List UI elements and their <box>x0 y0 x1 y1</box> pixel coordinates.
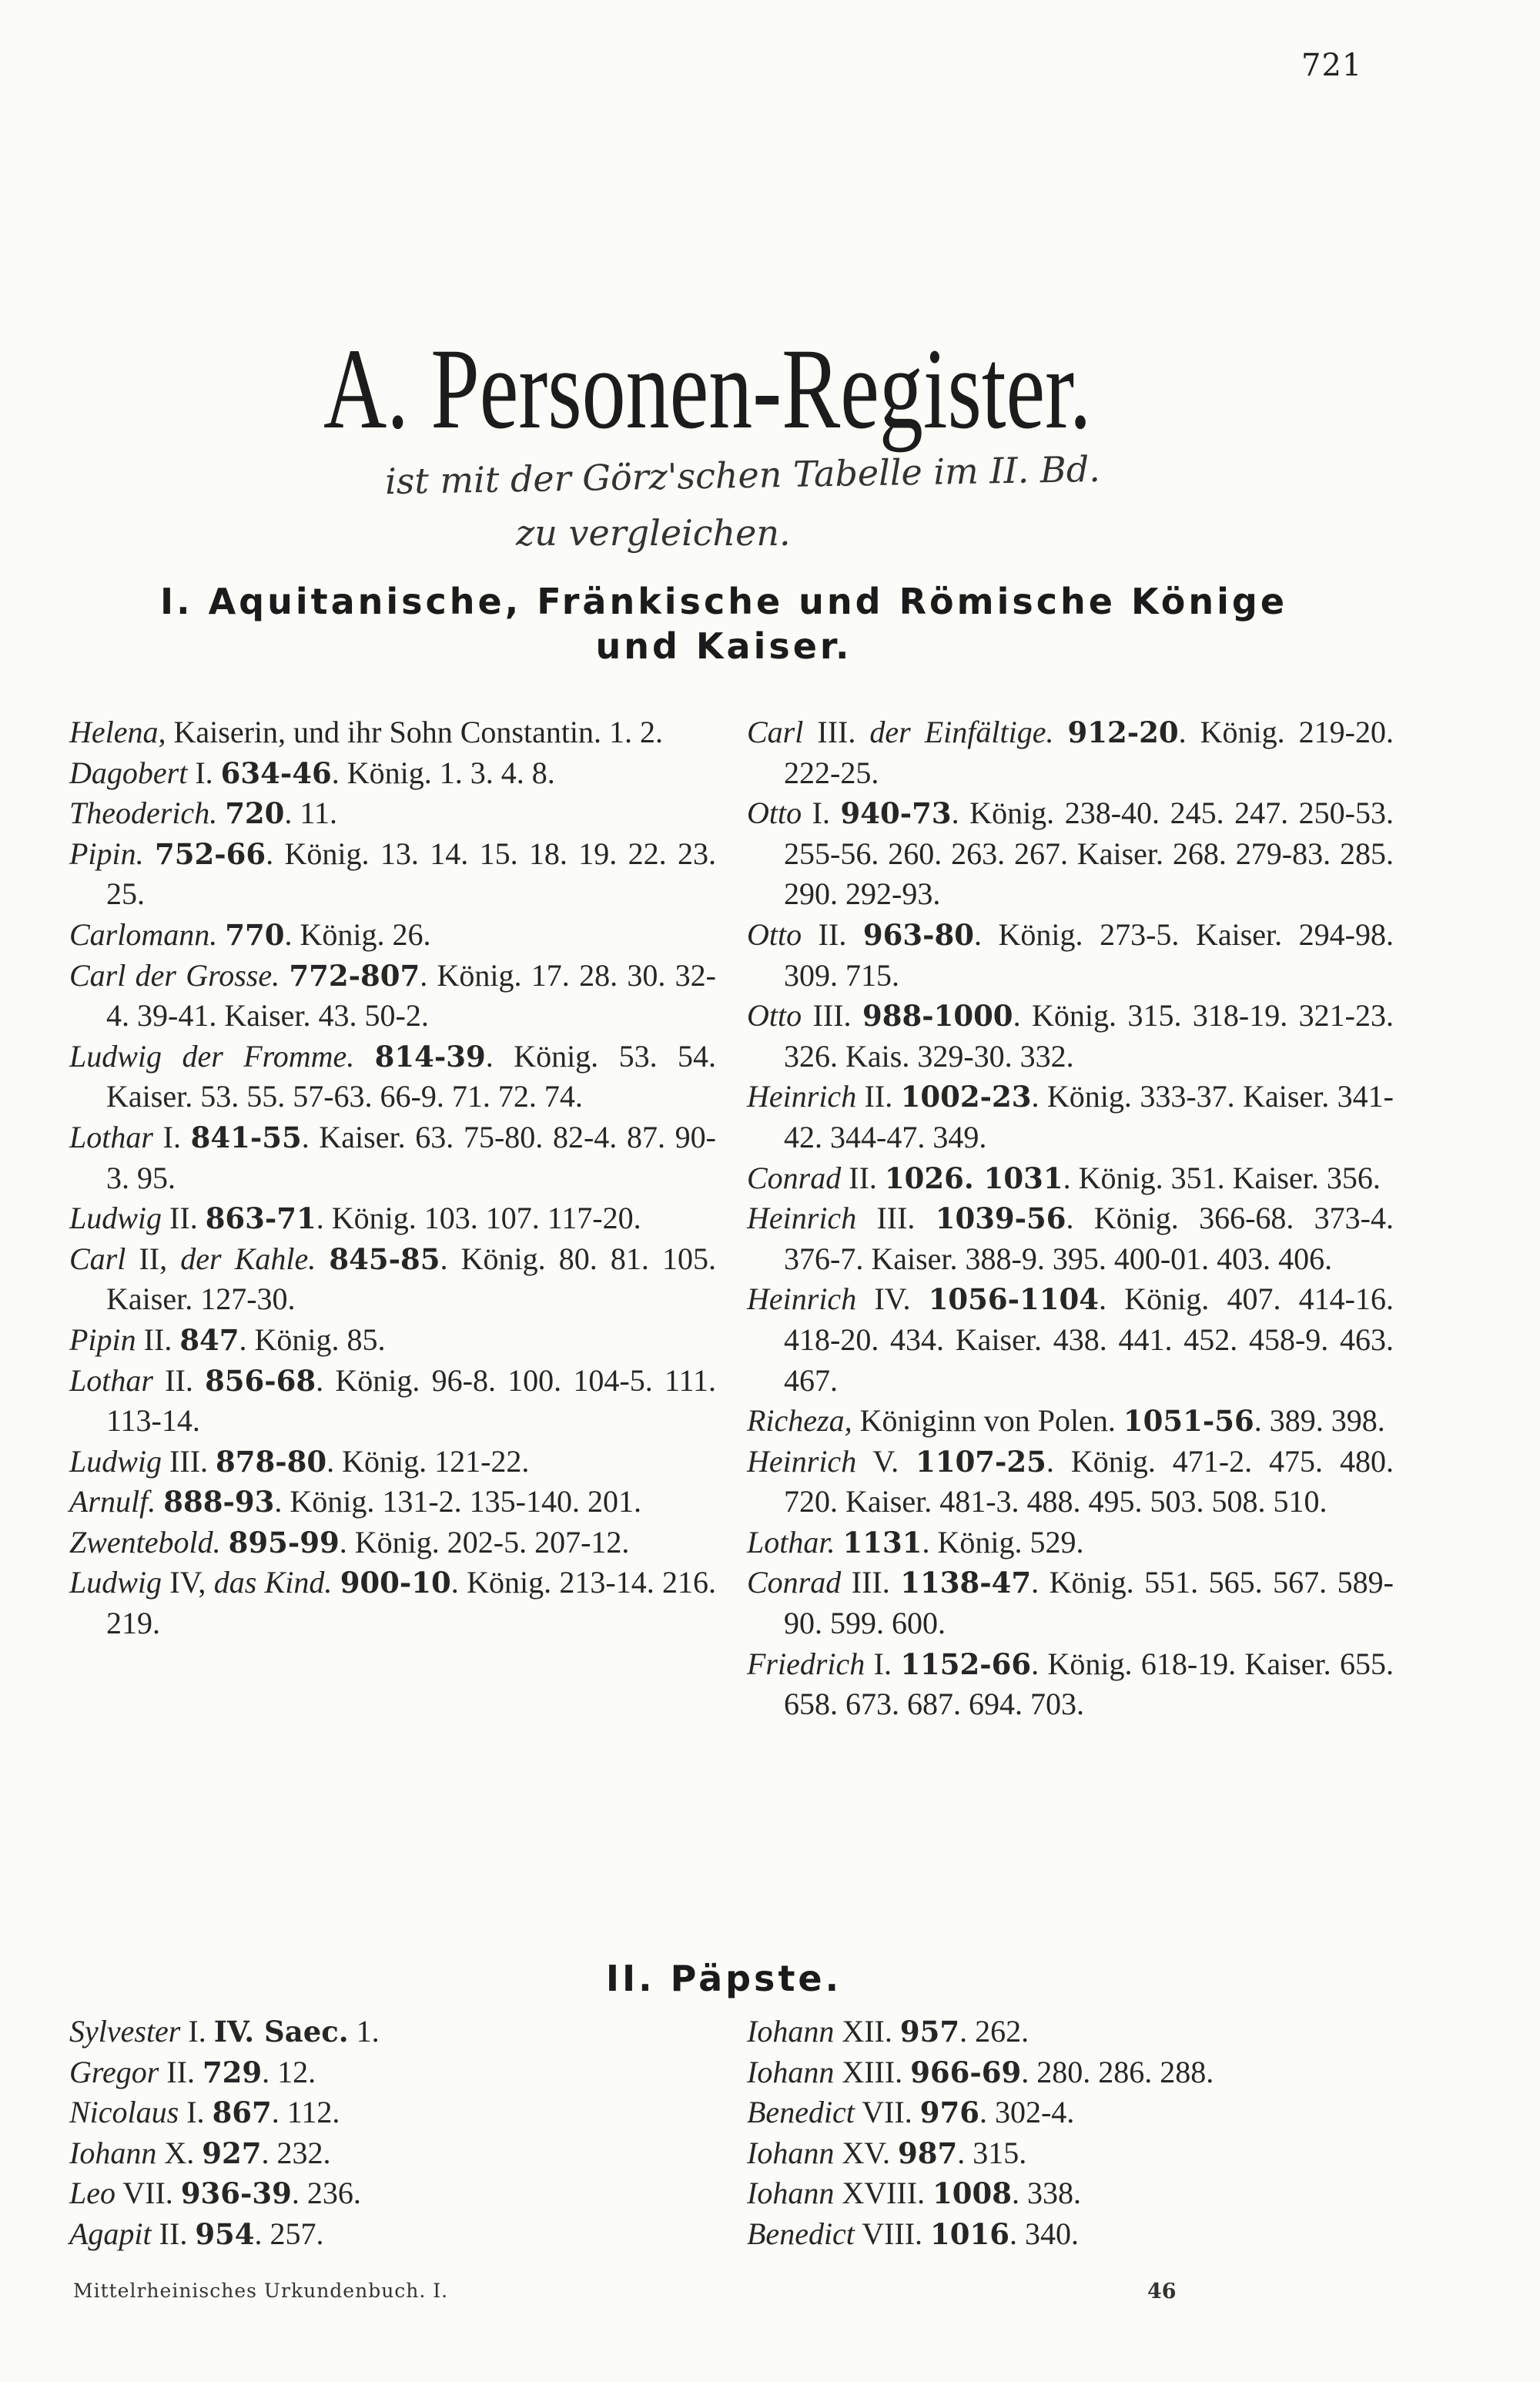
register-entry <box>747 1401 1394 1442</box>
entry-years: 1051-56 <box>1123 1404 1254 1439</box>
entry-name: Carl <box>69 1241 126 1276</box>
entry-name: Lothar <box>69 1362 153 1398</box>
entry-ordinal: I. <box>180 2014 214 2049</box>
entry-years: 963-80 <box>862 917 974 952</box>
entry-epithet: der Einfältige. <box>869 715 1054 749</box>
entry-name: Iohann <box>69 2135 157 2170</box>
entry-references: . König. 13. 14. 15. 18. 19. 22. 23. 25. <box>106 836 716 912</box>
entry-epithet: das Kind. <box>213 1565 333 1600</box>
entry-references: . 338. <box>1012 2176 1082 2211</box>
entry-years: 957 <box>899 2015 960 2049</box>
register-entry <box>69 793 716 834</box>
register-entry <box>69 1239 716 1320</box>
entry-ordinal: I. <box>802 796 841 831</box>
register-entry <box>747 1158 1394 1199</box>
entry-years: 856-68 <box>205 1363 316 1398</box>
entry-ordinal: II. <box>152 1362 206 1398</box>
entry-ordinal: III. <box>802 998 862 1034</box>
entry-references: . König. 315. 318-19. 321-23. 326. Kais. 329-30. 332. <box>784 998 1394 1074</box>
entry-ordinal <box>835 1525 843 1560</box>
register-entry <box>69 753 716 794</box>
entry-name: Ludwig der Fromme. <box>69 1038 355 1074</box>
entry-ordinal: I. <box>179 2095 213 2130</box>
register-entry <box>747 793 1394 915</box>
entry-years: 976 <box>919 2096 979 2130</box>
entry-years: 1056-1104 <box>928 1282 1100 1317</box>
entry-references: Kaiserin, und ihr Sohn Constantin. 1. 2. <box>166 715 664 749</box>
register-entry <box>69 1523 716 1563</box>
entry-years: 940-73 <box>840 796 952 831</box>
entry-name: Leo <box>69 2176 116 2211</box>
entry-references: . 262. <box>959 2014 1029 2049</box>
entry-years: IV. Saec. <box>213 2015 349 2049</box>
entry-references: . 389. 398. <box>1254 1403 1385 1439</box>
entry-references: . König. 351. Kaiser. 356. <box>1063 1160 1381 1195</box>
entry-years: 900-10 <box>340 1566 451 1600</box>
entry-name: Otto <box>747 998 802 1034</box>
entry-name: Heinrich <box>747 1201 857 1236</box>
page-number: 721 <box>1301 48 1363 83</box>
kings-column-left <box>69 712 716 1644</box>
entry-ordinal: VII. <box>116 2176 181 2211</box>
register-entry <box>747 1563 1394 1643</box>
entry-name: Ludwig <box>69 1565 162 1600</box>
entry-references: . 257. <box>254 2216 324 2251</box>
entry-years: 895-99 <box>228 1525 340 1560</box>
register-entry <box>747 2214 1394 2255</box>
register-entry <box>747 1523 1394 1563</box>
entry-name: Dagobert <box>69 755 188 790</box>
entry-years: 987 <box>897 2136 958 2170</box>
entry-epithet: der Kahle. <box>180 1241 316 1276</box>
popes-column-right <box>747 2012 1394 2255</box>
kings-column-right <box>747 712 1394 1725</box>
entry-years: 1138-47 <box>900 1566 1032 1600</box>
entry-ordinal: III. <box>162 1443 216 1479</box>
entry-references: . König. 273-5. Kaiser. 294-98. 309. 715. <box>784 916 1394 993</box>
register-entry <box>69 1563 716 1643</box>
entry-name: Benedict <box>747 2095 855 2130</box>
entry-ordinal: II. <box>856 1079 901 1114</box>
entry-years: 867 <box>212 2096 272 2130</box>
entry-references: . König. 121-22. <box>326 1443 530 1479</box>
entry-name: Conrad <box>747 1160 842 1195</box>
entry-years: 888-93 <box>163 1485 275 1519</box>
section-heading-kings <box>46 579 1401 668</box>
entry-years: 814-39 <box>374 1039 486 1074</box>
register-entry <box>69 834 716 915</box>
entry-references: . König. 366-68. 373-4. 376-7. Kaiser. 388-9. 395. 400-01. 403. 406. <box>784 1201 1394 1276</box>
entry-years: 927 <box>202 2136 262 2170</box>
entry-ordinal: II. <box>151 2216 196 2251</box>
entry-name: Pipin <box>69 1322 136 1357</box>
register-entry <box>747 2012 1394 2052</box>
entry-ordinal: XIII. <box>834 2054 911 2089</box>
entry-name: Otto <box>747 916 802 952</box>
entry-references: . König. 202-5. 207-12. <box>339 1524 630 1560</box>
entry-name: Iohann <box>747 2014 835 2049</box>
register-entry <box>69 2173 716 2214</box>
register-entry <box>747 996 1394 1077</box>
entry-ordinal: V. <box>856 1443 916 1479</box>
entry-years: 1131 <box>842 1525 922 1560</box>
register-entry <box>747 712 1394 793</box>
entry-name: Heinrich <box>747 1443 857 1479</box>
register-entry <box>747 1198 1394 1279</box>
entry-years: 1152-66 <box>900 1647 1032 1681</box>
entry-years: 1016 <box>930 2216 1010 2251</box>
entry-years: 770 <box>225 917 285 952</box>
register-entry <box>747 1442 1394 1523</box>
page-title: A. Personen-Register. <box>323 325 1092 453</box>
entry-name: Conrad <box>747 1565 842 1600</box>
register-entry <box>747 915 1394 996</box>
register-entry <box>69 1361 716 1442</box>
entry-references: 1. <box>348 2014 380 2049</box>
entry-name: Lothar <box>69 1119 153 1154</box>
entry-name: Carlomann. <box>69 916 218 952</box>
entry-name: Agapit <box>69 2216 152 2251</box>
entry-references: . 11. <box>284 796 337 831</box>
entry-ordinal: II. <box>841 1160 885 1195</box>
entry-name: Helena, <box>69 715 166 749</box>
section-heading-kings-line1: I. Aquitanische, Fränkische und Römische Könige <box>159 581 1288 622</box>
register-entry <box>747 2092 1394 2133</box>
entry-references: . König. 471-2. 475. 480. 720. Kaiser. 481-3. 488. 495. 503. 508. 510. <box>784 1443 1394 1519</box>
entry-name: Gregor <box>69 2054 159 2089</box>
entry-ordinal: II, <box>126 1241 181 1276</box>
entry-years: 936-39 <box>180 2176 292 2211</box>
entry-name: Theoderich. <box>69 796 218 831</box>
entry-references: . König. 551. 565. 567. 589-90. 599. 600. <box>784 1565 1394 1641</box>
register-entry <box>747 1644 1394 1725</box>
entry-years: 988-1000 <box>862 999 1013 1034</box>
entry-ordinal: Königinn von Polen. <box>852 1403 1123 1439</box>
entry-ordinal <box>354 1039 374 1074</box>
entry-ordinal: II. <box>802 916 863 952</box>
entry-years: 966-69 <box>910 2055 1022 2089</box>
entry-ordinal: I. <box>187 755 221 790</box>
entry-years: 720 <box>225 796 285 831</box>
entry-ordinal: II. <box>159 2054 203 2089</box>
entry-years: 1002-23 <box>900 1080 1032 1114</box>
entry-name: Sylvester <box>69 2014 181 2049</box>
entry-years: 1008 <box>932 2176 1013 2211</box>
entry-ordinal <box>217 917 225 952</box>
entry-references: . 236. <box>291 2176 361 2211</box>
handwritten-note-line2: zu vergleichen. <box>516 512 791 554</box>
handwritten-note-line1: ist mit der Görz'schen Tabelle im II. Bd. <box>384 447 1101 503</box>
entry-years: 729 <box>202 2055 263 2089</box>
entry-references: . 302-4. <box>979 2095 1075 2130</box>
entry-references: . König. 333-37. Kaiser. 341-42. 344-47. 349. <box>784 1079 1394 1154</box>
entry-ordinal: I. <box>865 1646 901 1681</box>
entry-years: 752-66 <box>155 836 266 871</box>
register-entry <box>69 1482 716 1523</box>
register-entry <box>69 1198 716 1239</box>
entry-references: . 340. <box>1009 2216 1080 2251</box>
entry-name: Iohann <box>747 2054 835 2089</box>
entry-name: Heinrich <box>747 1281 857 1317</box>
entry-name: Carl <box>747 715 804 749</box>
entry-ordinal: III. <box>856 1201 936 1236</box>
register-entry <box>69 1442 716 1482</box>
entry-name: Ludwig <box>69 1201 162 1236</box>
popes-column-left <box>69 2012 716 2255</box>
entry-references: . 112. <box>271 2095 340 2130</box>
entry-years: 912-20 <box>1067 715 1179 749</box>
entry-ordinal: X. <box>156 2135 203 2170</box>
entry-name: Zwentebold. <box>69 1524 221 1560</box>
entry-ordinal: III. <box>841 1565 901 1600</box>
register-entry <box>747 1077 1394 1157</box>
entry-references: . König. 618-19. Kaiser. 655. 658. 673. 687. 694. 703. <box>784 1646 1394 1722</box>
register-entry <box>69 712 716 753</box>
entry-references: . König. 85. <box>239 1322 386 1357</box>
entry-references: . König. 26. <box>284 916 431 952</box>
entry-references: . König. 213-14. 216. 219. <box>106 1565 717 1641</box>
entry-references: . König. 1. 3. 4. 8. <box>331 755 555 790</box>
entry-references: . 232. <box>261 2135 331 2170</box>
entry-references: . König. 219-20. 222-25. <box>784 715 1394 790</box>
entry-name: Arnulf. <box>69 1484 156 1519</box>
entry-name: Heinrich <box>747 1079 857 1114</box>
entry-references: . 315. <box>957 2135 1027 2170</box>
entry-ordinal <box>221 1525 229 1560</box>
entry-references: . König. 53. 54. Kaiser. 53. 55. 57-63. 66-9. 71. 72. 74. <box>106 1038 717 1114</box>
section-heading-popes: II. Päpste. <box>605 1958 842 1999</box>
entry-references: . König. 238-40. 245. 247. 250-53. 255-56. 260. 263. 267. Kaiser. 268. 279-83. 285. 290. 292-93. <box>784 796 1394 912</box>
register-entry <box>69 2133 716 2174</box>
entry-separator <box>332 1565 340 1600</box>
entry-years: 841-55 <box>190 1120 302 1154</box>
entry-references: . Kaiser. 63. 75-80. 82-4. 87. 90-3. 95. <box>106 1119 716 1195</box>
entry-years: 863-71 <box>205 1201 316 1236</box>
entry-ordinal: XV. <box>834 2135 898 2170</box>
entry-name: Iohann <box>747 2135 835 2170</box>
register-entry <box>747 2052 1394 2093</box>
entry-ordinal: VIII. <box>854 2216 931 2251</box>
entry-references: . König. 80. 81. 105. Kaiser. 127-30. <box>106 1241 717 1317</box>
register-entry <box>69 956 716 1037</box>
register-entry <box>69 1117 716 1198</box>
entry-ordinal: II. <box>136 1322 180 1357</box>
entry-ordinal <box>144 836 155 871</box>
entry-years: 634-46 <box>220 755 332 790</box>
entry-years: 954 <box>195 2216 255 2251</box>
entry-ordinal: I. <box>152 1119 191 1154</box>
footer-signature-mark: 46 <box>1147 2280 1177 2303</box>
register-entry <box>69 915 716 956</box>
entry-ordinal <box>217 796 225 830</box>
entry-ordinal: IV, <box>162 1565 214 1600</box>
entry-years: 772-807 <box>289 958 420 993</box>
section-heading-kings-line2: und Kaiser. <box>595 625 852 667</box>
register-entry <box>747 1279 1394 1401</box>
register-entry <box>69 2092 716 2133</box>
entry-years: 1039-56 <box>935 1201 1066 1236</box>
register-entry <box>747 2133 1394 2174</box>
entry-separator <box>316 1241 329 1276</box>
entry-name: Nicolaus <box>69 2095 179 2130</box>
entry-references: . König. 103. 107. 117-20. <box>316 1201 641 1236</box>
register-entry <box>69 2214 716 2255</box>
entry-name: Benedict <box>747 2216 855 2251</box>
entry-ordinal: XII. <box>834 2014 900 2049</box>
entry-references: . König. 407. 414-16. 418-20. 434. Kaiser. 438. 441. 452. 458-9. 463. 467. <box>784 1281 1394 1398</box>
entry-references: . 12. <box>262 2054 316 2089</box>
entry-name: Friedrich <box>747 1646 865 1681</box>
register-entry <box>747 2173 1394 2214</box>
entry-name: Otto <box>747 796 802 831</box>
entry-ordinal <box>156 1484 163 1519</box>
register-entry <box>69 2052 716 2093</box>
footer-book-title: Mittelrheinisches Urkundenbuch. I. <box>73 2280 449 2302</box>
register-entry <box>69 1037 716 1117</box>
register-entry <box>69 2012 716 2052</box>
entry-years: 845-85 <box>329 1241 440 1276</box>
entry-ordinal <box>280 958 289 993</box>
entry-name: Lothar. <box>747 1524 835 1560</box>
entry-ordinal: III. <box>803 715 870 749</box>
entry-ordinal: IV. <box>856 1281 929 1317</box>
entry-ordinal: XVIII. <box>834 2176 933 2211</box>
entry-name: Pipin. <box>69 836 144 871</box>
register-entry <box>69 1320 716 1361</box>
entry-ordinal: VII. <box>854 2095 920 2130</box>
entry-name: Ludwig <box>69 1443 162 1479</box>
entry-references: . König. 131-2. 135-140. 201. <box>274 1484 641 1519</box>
entry-ordinal: II. <box>162 1201 206 1236</box>
entry-years: 847 <box>179 1322 239 1357</box>
entry-name: Carl der Grosse. <box>69 957 280 993</box>
entry-years: 1026. 1031 <box>884 1161 1063 1195</box>
entry-references: . König. 529. <box>922 1524 1084 1560</box>
entry-references: . König. 96-8. 100. 104-5. 111. 113-14. <box>106 1362 717 1439</box>
entry-name: Richeza, <box>747 1403 852 1439</box>
entry-separator <box>1054 715 1068 749</box>
entry-name: Iohann <box>747 2176 835 2211</box>
entry-years: 1107-25 <box>916 1444 1046 1479</box>
entry-references: . 280. 286. 288. <box>1021 2054 1214 2089</box>
entry-years: 878-80 <box>216 1444 327 1479</box>
entry-references: . König. 17. 28. 30. 32-4. 39-41. Kaiser. 43. 50-2. <box>106 957 716 1034</box>
